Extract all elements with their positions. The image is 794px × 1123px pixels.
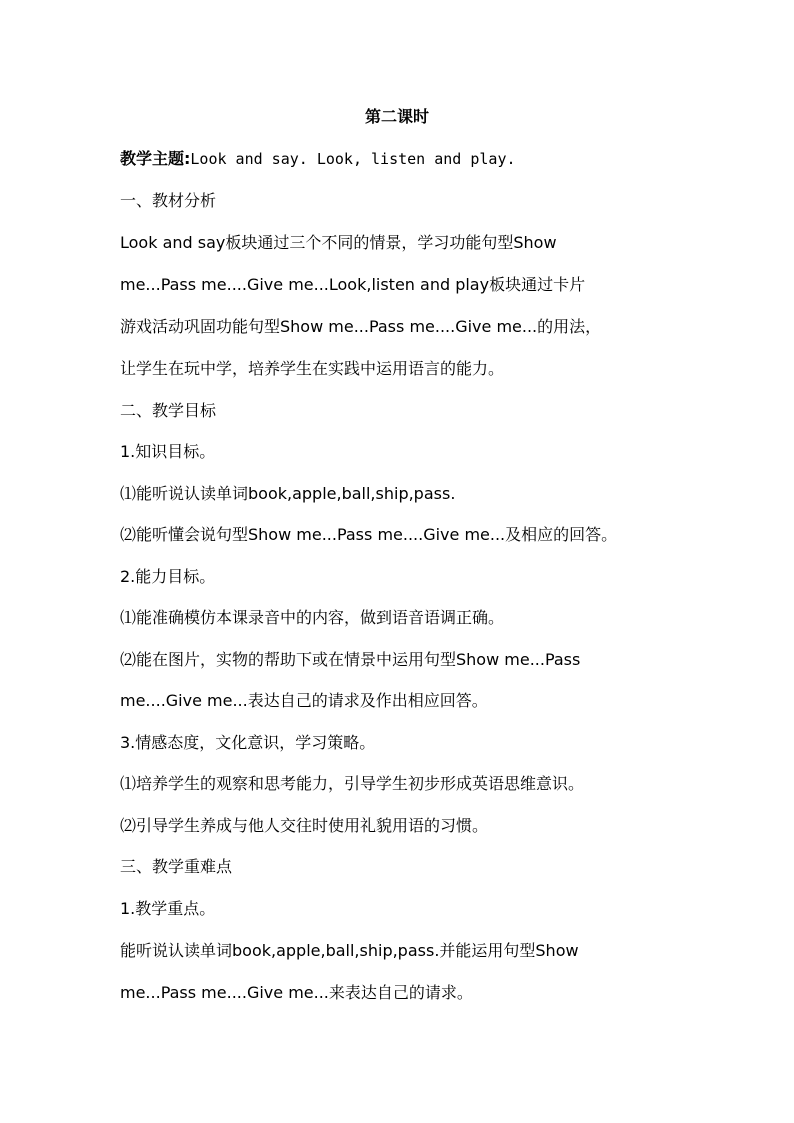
section1-paragraph-line-4: 让学生在玩中学，培养学生在实践中运用语言的能力。 <box>120 359 505 378</box>
section1-paragraph-line-2: me...Pass me....Give me...Look,listen and play板块通过卡片 <box>120 275 586 294</box>
topic-label: 教学主题: <box>120 149 191 168</box>
section3-heading: 三、教学重难点 <box>120 857 233 876</box>
emotion-heading: 3.情感态度，文化意识，学习策略。 <box>120 733 376 752</box>
ability-item-1: ⑴能准确模仿本课录音中的内容，做到语音语调正确。 <box>120 608 505 627</box>
topic-text: Look and say. Look, listen and play. <box>190 150 516 168</box>
page-title: 第二课时 <box>364 107 429 126</box>
emotion-item-1: ⑴培养学生的观察和思考能力，引导学生初步形成英语思维意识。 <box>120 774 585 793</box>
knowledge-item-1: ⑴能听说认读单词book,apple,ball,ship,pass. <box>120 484 456 503</box>
ability-heading: 2.能力目标。 <box>120 567 216 586</box>
section1-paragraph-line-1: Look and say板块通过三个不同的情景，学习功能句型Show <box>120 233 557 252</box>
key-item-line-1: 能听说认读单词book,apple,ball,ship,pass.并能运用句型Show <box>120 941 579 960</box>
ability-item-2-line-1: ⑵能在图片，实物的帮助下或在情景中运用句型Show me...Pass <box>120 650 581 669</box>
topic-line <box>120 147 516 171</box>
knowledge-heading: 1.知识目标。 <box>120 442 216 461</box>
key-heading: 1.教学重点。 <box>120 899 216 918</box>
ability-item-2-line-2: me....Give me...表达自己的请求及作出相应回答。 <box>120 691 488 710</box>
knowledge-item-2: ⑵能听懂会说句型Show me...Pass me....Give me...及相应的回答。 <box>120 525 618 544</box>
emotion-item-2: ⑵引导学生养成与他人交往时使用礼貌用语的习惯。 <box>120 816 489 835</box>
section1-heading: 一、教材分析 <box>120 191 217 210</box>
section2-heading: 二、教学目标 <box>120 401 217 420</box>
section1-paragraph-line-3: 游戏活动巩固功能句型Show me...Pass me....Give me...的用法， <box>120 317 602 336</box>
key-item-line-2: me...Pass me....Give me...来表达自己的请求。 <box>120 983 473 1002</box>
